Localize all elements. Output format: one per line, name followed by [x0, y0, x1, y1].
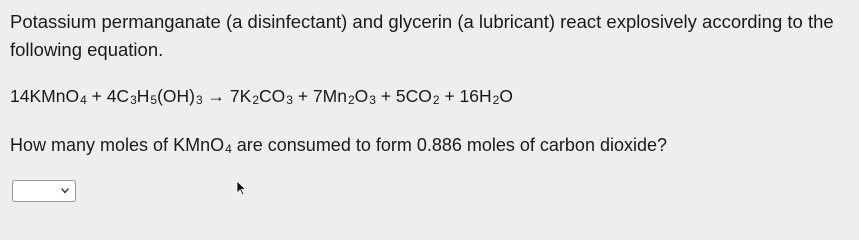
equation-subscript: 3 — [286, 93, 293, 107]
equation-arrow: → — [202, 86, 230, 106]
equation-term: 7Mn — [312, 86, 347, 106]
equation-term: H — [136, 86, 150, 106]
equation-subscript: 5 — [150, 93, 158, 107]
mouse-cursor-icon — [236, 180, 246, 196]
equation-subscript: 2 — [252, 93, 260, 107]
equation-term: 5CO — [395, 86, 432, 106]
question-formula: KMnO — [173, 135, 225, 155]
equation-operator: + — [292, 86, 313, 106]
question-formula-subscript: 4 — [225, 142, 232, 156]
equation-subscript: 3 — [196, 93, 203, 107]
question-lead: How many moles of — [10, 135, 174, 155]
equation-term: (OH) — [157, 86, 195, 106]
equation-term: O — [499, 86, 513, 106]
equation-subscript: 2 — [492, 93, 500, 107]
equation-operator: + — [439, 86, 460, 106]
problem-statement: Potassium permanganate (a disinfectant) and glycerin (a lubricant) react explosively according to the following equation. — [10, 11, 834, 60]
equation-operator: + — [375, 86, 396, 106]
chemical-equation — [10, 84, 513, 110]
equation-term: CO — [259, 86, 286, 106]
equation-subscript: 3 — [130, 93, 137, 107]
answer-dropdown[interactable] — [12, 180, 76, 202]
equation-operator: + — [86, 86, 107, 106]
equation-term: 4C — [106, 86, 130, 106]
equation-term: 16H — [459, 86, 492, 106]
chevron-down-icon — [60, 185, 70, 197]
equation-subscript: 3 — [369, 93, 376, 107]
question-tail: are consumed to form 0.886 moles of carbon dioxide? — [231, 135, 668, 155]
equation-term: 7K — [229, 86, 252, 106]
equation-term: O — [354, 86, 369, 106]
equation-term: 14KMnO — [10, 86, 80, 106]
question-text — [10, 133, 667, 159]
equation-subscript: 2 — [347, 93, 355, 107]
equation-subscript: 2 — [432, 93, 440, 107]
equation-subscript: 4 — [80, 93, 87, 107]
